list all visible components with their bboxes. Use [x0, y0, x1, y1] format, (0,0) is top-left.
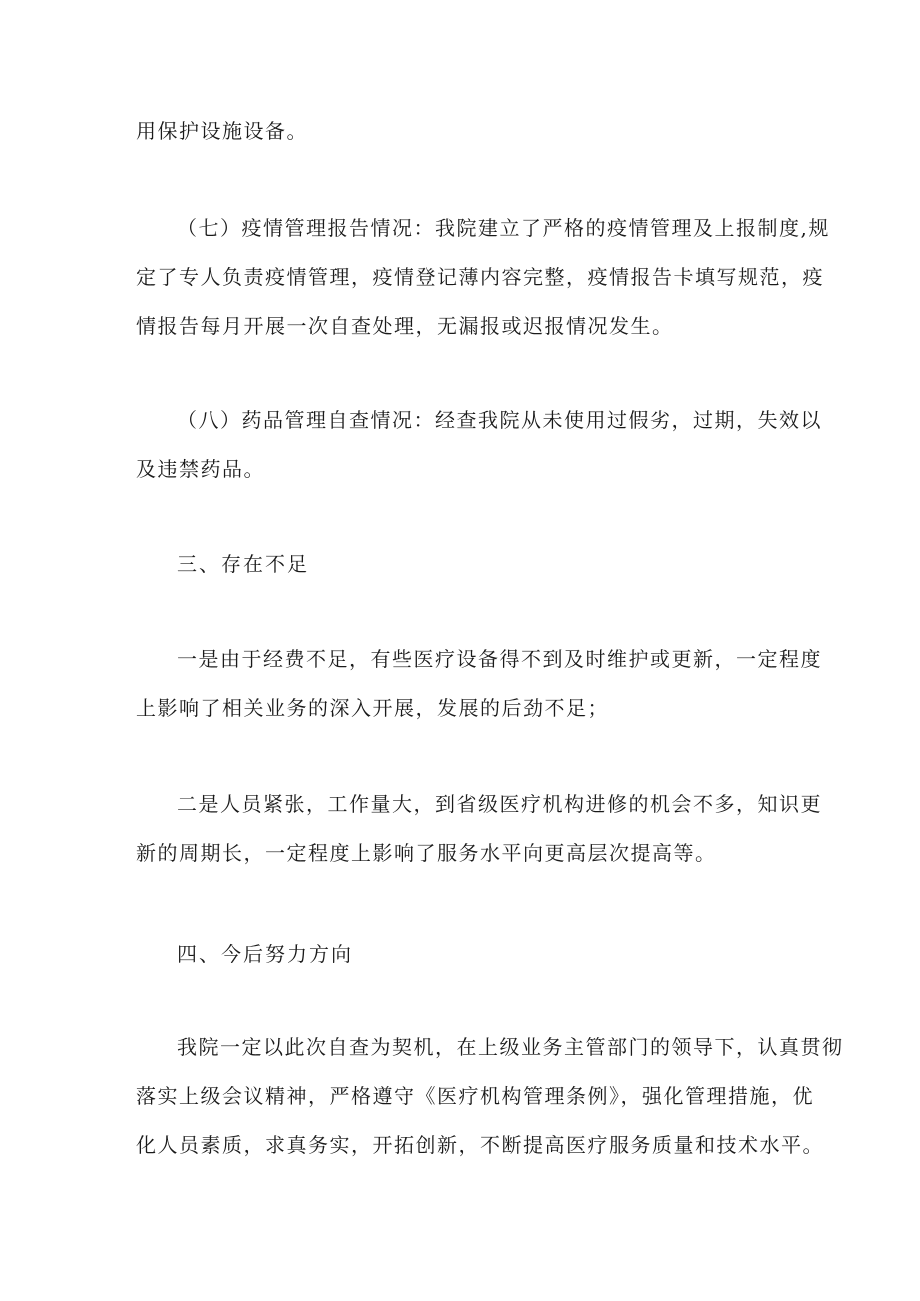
shortcoming-1-line-1: 一是由于经费不足，有些医疗设备得不到及时维护或更新，一定程度: [177, 647, 822, 671]
section-7-line-3: 情报告每月开展一次自查处理，无漏报或迟报情况发生。: [136, 314, 674, 338]
future-line-2: 落实上级会议精神，严格遵守《医疗机构管理条例》，强化管理措施，优: [136, 1084, 814, 1108]
section-7-line-1: （七）疫情管理报告情况：我院建立了严格的疫情管理及上报制度,规: [177, 216, 830, 240]
section-7-line-2: 定了专人负责疫情管理，疫情登记薄内容完整，疫情报告卡填写规范，疫: [136, 265, 824, 289]
paragraph-continuation-line: 用保护设施设备。: [136, 119, 308, 143]
shortcoming-1-line-2: 上影响了相关业务的深入开展，发展的后劲不足；: [136, 696, 609, 720]
shortcoming-2-line-2: 新的周期长，一定程度上影响了服务水平向更高层次提高等。: [136, 841, 717, 865]
section-8-line-2: 及违禁药品。: [136, 457, 265, 481]
heading-shortcomings: 三、存在不足: [177, 552, 309, 576]
future-line-1: 我院一定以此次自查为契机，在上级业务主管部门的领导下，认真贯彻: [177, 1035, 844, 1059]
section-8-line-1: （八）药品管理自查情况：经查我院从未使用过假劣，过期，失效以: [177, 408, 822, 432]
future-line-3: 化人员素质，求真务实，开拓创新，不断提高医疗服务质量和技术水平。: [136, 1133, 824, 1157]
heading-future-direction: 四、今后努力方向: [177, 942, 353, 966]
shortcoming-2-line-1: 二是人员紧张，工作量大，到省级医疗机构进修的机会不多，知识更: [177, 792, 822, 816]
